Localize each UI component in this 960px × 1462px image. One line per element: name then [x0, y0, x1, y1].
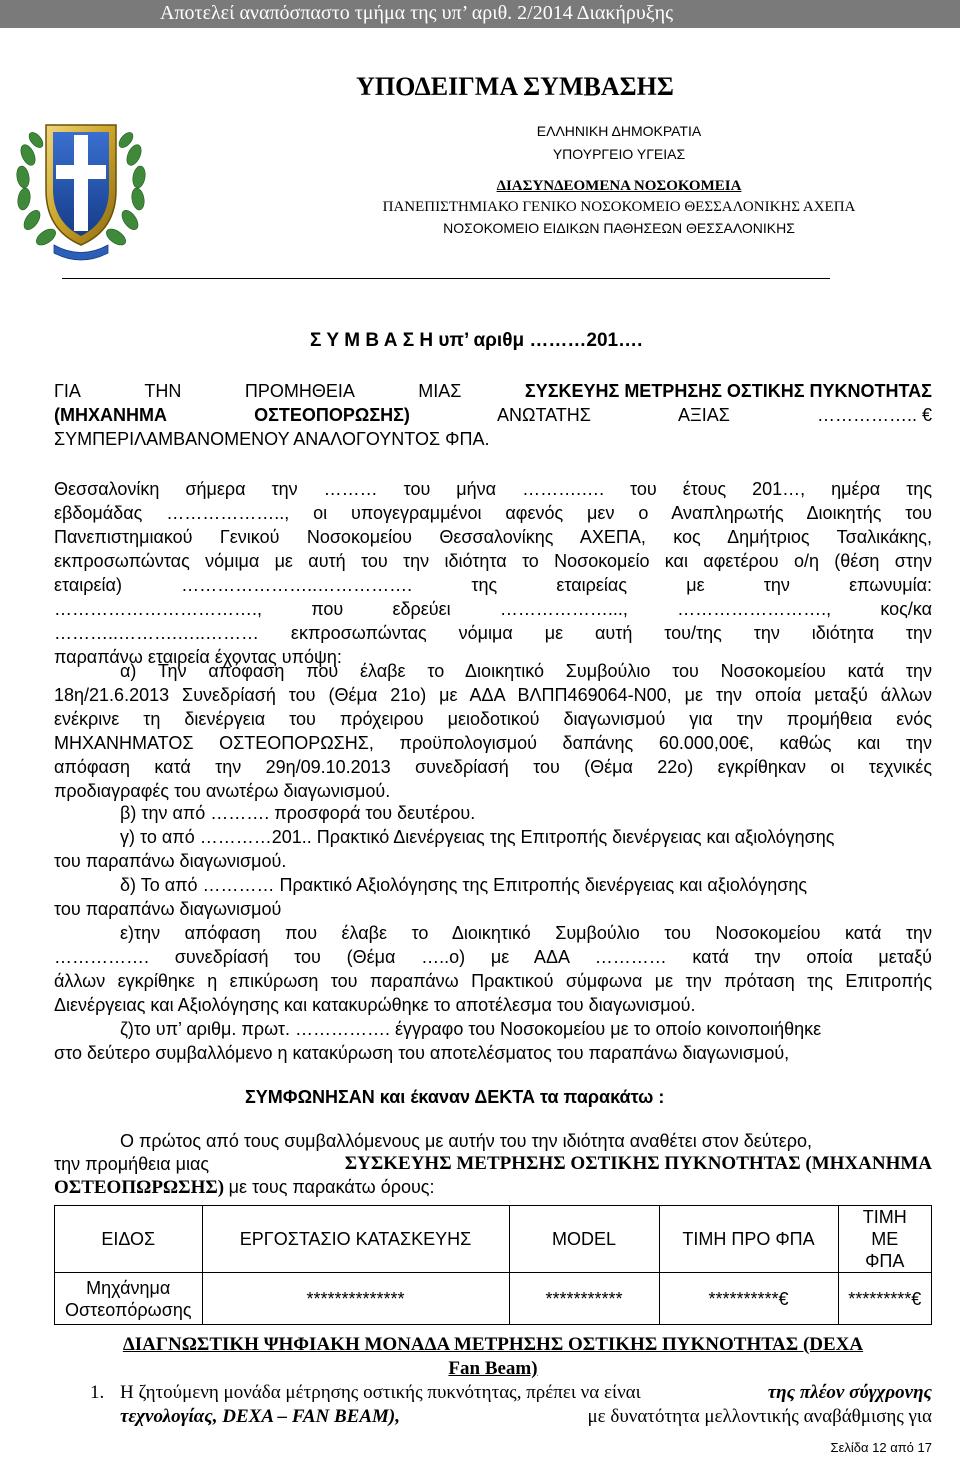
table-header-cell: ΤΙΜΗ ΠΡΟ ΦΠΑ	[659, 1206, 838, 1273]
item-a-line: προδιαγραφές του ανωτέρω διαγωνισμού.	[54, 781, 391, 801]
table-header-cell: MODEL	[509, 1206, 659, 1273]
subject-word: ΠΡΟΜΗΘΕΙΑ	[244, 381, 355, 401]
table-cell: *********€	[838, 1273, 931, 1325]
subject-word: (ΜΗΧΑΝΗΜΑ	[54, 405, 167, 425]
subject-line-2	[54, 404, 932, 426]
point-1-line-1	[120, 1382, 932, 1404]
table-header-cell: ΤΙΜΗ ΜΕ ΦΠΑ	[838, 1206, 931, 1273]
para2-device-name: ΣΥΣΚΕΥΗΣ ΜΕΤΡΗΣΗΣ ΟΣΤΙΚΗΣ ΠΥΚΝΟΤΗΤΑΣ (ΜΗΧΑΝΗΜΑ	[344, 1153, 932, 1174]
table-row	[55, 1273, 932, 1325]
item-c-line: του παραπάνω διαγωνισμού.	[54, 851, 287, 871]
subject-word: ΑΝΩΤΑΤΗΣ	[497, 405, 591, 425]
para1-line: Πανεπιστημιακού Γενικού Νοσοκομείου Θεσσαλονίκης ΑΧΕΠΑ, κος Δημήτριος Τσαλικάκης,	[54, 527, 932, 547]
para2-line-2	[54, 1153, 932, 1175]
item-a-line: α) Την απόφαση που έλαβε το Διοικητικό Συμβούλιο του Νοσοκομείου κατά την	[120, 661, 932, 681]
table-header-cell: ΕΡΓΟΣΤΑΣΙΟ ΚΑΤΑΣΚΕΥΗΣ	[202, 1206, 509, 1273]
header-linked-hospitals: ΔΙΑΣΥΝΔΕΟΜΕΝΑ ΝΟΣΟΚΟΜΕΙΑ	[496, 178, 742, 194]
para1-line: παραπάνω εταιρεία έχοντας υπόψη:	[54, 647, 342, 667]
point-1-line-2	[120, 1406, 932, 1428]
header-republic: ΕΛΛΗΝΙΚΗ ΔΗΜΟΚΡΑΤΙΑ	[536, 123, 702, 139]
item-a-line: 18η/21.6.2013 Συνεδρίασή του (Θέμα 21ο) με ΑΔΑ ΒΛΠΠ469064-Ν00, με την οποία μεταξύ άλλων	[54, 685, 932, 705]
top-banner	[0, 0, 960, 28]
subject-word: ΜΙΑΣ	[418, 381, 462, 401]
header-ministry: ΥΠΟΥΡΓΕΙΟ ΥΓΕΙΑΣ	[552, 146, 686, 162]
subject-line-3: ΣΥΜΠΕΡΙΛΑΜΒΑΝΟΜΕΝΟΥ ΑΝΑΛΟΓΟΥΝΤΟΣ ΦΠΑ.	[54, 429, 490, 449]
agreement-heading: ΣΥΜΦΩΝΗΣΑΝ και έκαναν ΔΕΚΤΑ τα παρακάτω :	[245, 1087, 665, 1107]
subject-word: ΤΗΝ	[144, 381, 182, 401]
item-e-line: Διενέργειας και Αξιολόγησης και κατακυρώθηκε το αποτέλεσμα του διαγωνισμού.	[54, 995, 696, 1015]
point-1-text: Η ζητούμενη μονάδα μέτρησης οστικής πυκνότητας, πρέπει να είναι	[120, 1382, 641, 1403]
top-banner-text: Αποτελεί αναπόσπαστο τμήμα της υπ’ αριθ. 2/2014 Διακήρυξης	[160, 2, 674, 24]
para2-text: την προμήθεια μιας	[54, 1154, 210, 1174]
item-b: β) την από ………. προσφορά του δευτέρου.	[120, 803, 476, 823]
para2-device-name-cont: ΟΣΤΕΟΠΩΡΩΣΗΣ)	[54, 1177, 225, 1198]
para2-line-3	[54, 1176, 434, 1199]
para1-line: εταιρεία) …………………..……………. της εταιρείας με την επωνυμία:	[54, 575, 932, 595]
item-z-line: ζ)το υπ’ αριθμ. πρωτ. ……………. έγγραφο του Νοσοκομείου με το οποίο κοινοποιήθηκε	[120, 1019, 822, 1039]
para2-terms-text: με τους παρακάτω όρους:	[228, 1177, 435, 1197]
para2-line-1: Ο πρώτος από τους συμβαλλόμενους με αυτήν του την ιδιότητα αναθέτει στον δεύτερο,	[120, 1131, 812, 1151]
item-d-line: του παραπάνω διαγωνισμού	[54, 899, 282, 919]
contract-number: Σ Υ Μ Β Α Σ Η υπ’ αριθμ ………201….	[310, 330, 643, 351]
point-1-emphasis: της πλέον σύγχρονης	[767, 1382, 932, 1403]
table-cell: **************	[202, 1273, 509, 1325]
para1-line: ……………………………., που εδρεύει ………………..., ……………………., κος/κα	[54, 599, 932, 619]
point-1-emphasis: τεχνολογίας, DEXA – FAN BEAM),	[120, 1406, 400, 1427]
point-1-text: με δυνατότητα μελλοντικής αναβάθμισης για	[587, 1406, 932, 1427]
item-e-line: ε)την απόφαση που έλαβε το Διοικητικό Συμβούλιο του Νοσοκομείου κατά την	[120, 923, 932, 943]
item-a-line: ΜΗΧΑΝΗΜΑΤΟΣ ΟΣΤΕΟΠΟΡΩΣΗΣ, προϋπολογισμού δαπάνης 60.000,00€, καθώς και την	[54, 733, 932, 753]
section-title-line-1: ΔΙΑΓΝΩΣΤΙΚΗ ΨΗΦΙΑΚΗ ΜΟΝΑΔΑ ΜΕΤΡΗΣΗΣ ΟΣΤΙΚΗΣ ΠΥΚΝΟΤΗΤΑΣ (DEXA	[122, 1334, 864, 1355]
para1-line: ………..……….…..……… εκπροσωπώντας νόμιμα με αυτή του/της την ιδιότητα την	[54, 623, 932, 643]
para1-line: εκπροσωπώντας νόμιμα με αυτή του την ιδιότητα το Νοσοκομείο και αφετέρου ο/η (θέση στην	[54, 551, 932, 571]
item-a-line: ενέκρινε τη διενέργεια του πρόχειρου μειοδοτικού διαγωνισμού για την προμήθεια ενός	[54, 709, 932, 729]
subject-word: ΓΙΑ	[54, 381, 81, 401]
para1-line: Θεσσαλονίκη σήμερα την ……… του μήνα ……….…. του έτους 201…, ημέρα της	[54, 479, 932, 499]
contract-subject	[54, 380, 932, 450]
subject-line-1	[54, 380, 932, 402]
subject-word: ΑΞΙΑΣ	[678, 405, 730, 425]
header-ahepa-hospital: ΠΑΝΕΠΙΣΤΗΜΙΑΚΟ ΓΕΝΙΚΟ ΝΟΣΟΚΟΜΕΙΟ ΘΕΣΣΑΛΟΝΙΚΗΣ ΑΧΕΠΑ	[382, 199, 856, 215]
table-cell: ***********	[509, 1273, 659, 1325]
subject-word: …………….. €	[816, 405, 932, 425]
header-special-diseases-hospital: ΝΟΣΟΚΟΜΕΙΟ ΕΙΔΙΚΩΝ ΠΑΘΗΣΕΩΝ ΘΕΣΣΑΛΟΝΙΚΗΣ	[443, 220, 795, 236]
item-z-line: στο δεύτερο συμβαλλόμενο η κατακύρωση του αποτελέσματος του παραπάνω διαγωνισμού,	[54, 1043, 790, 1063]
item-a-line: απόφαση κατά την 29η/09.10.2013 συνεδρίασή του (Θέμα 22ο) εγκρίθηκαν οι τεχνικές	[54, 757, 932, 777]
document-title: ΥΠΟΔΕΙΓΜΑ ΣΥΜΒΑΣΗΣ	[356, 72, 674, 101]
subject-word: ΣΥΣΚΕΥΗΣ ΜΕΤΡΗΣΗΣ ΟΣΤΙΚΗΣ ΠΥΚΝΟΤΗΤΑΣ	[524, 381, 932, 401]
table-cell: Μηχάνημα Οστεοπόρωσης	[55, 1273, 203, 1325]
header-divider	[62, 278, 830, 279]
subject-word: ΟΣΤΕΟΠΟΡΩΣΗΣ)	[254, 405, 410, 425]
point-1-number: 1.	[90, 1382, 105, 1403]
page-footer: Σελίδα 12 από 17	[830, 1440, 932, 1455]
greek-coat-of-arms-emblem	[6, 95, 156, 270]
price-table	[54, 1205, 932, 1325]
price-table-header-row	[55, 1206, 932, 1273]
item-e-line: άλλων εγκρίθηκε η επικύρωση του παραπάνω Πρακτικού σύμφωνα με την πρόταση της Επιτροπής	[54, 971, 932, 991]
item-e-line: ……………. συνεδρίασή του (Θέμα …..ο) με ΑΔΑ ………… κατά την οποία μεταξύ	[54, 947, 932, 967]
table-header-cell: ΕΙΔΟΣ	[55, 1206, 203, 1273]
item-d-line: δ) Το από ………… Πρακτικό Αξιολόγησης της Επιτροπής διενέργειας και αξιολόγησης	[120, 875, 808, 895]
para1-line: εβδομάδας ……………….., οι υπογεγραμμένοι αφενός μεν ο Αναπληρωτής Διοικητής του	[54, 503, 932, 523]
item-c-line: γ) το από …………201.. Πρακτικό Διενέργειας της Επιτροπής διενέργειας και αξιολόγησης	[120, 827, 835, 847]
section-title-line-2: Fan Beam)	[448, 1358, 538, 1379]
table-cell: **********€	[659, 1273, 838, 1325]
